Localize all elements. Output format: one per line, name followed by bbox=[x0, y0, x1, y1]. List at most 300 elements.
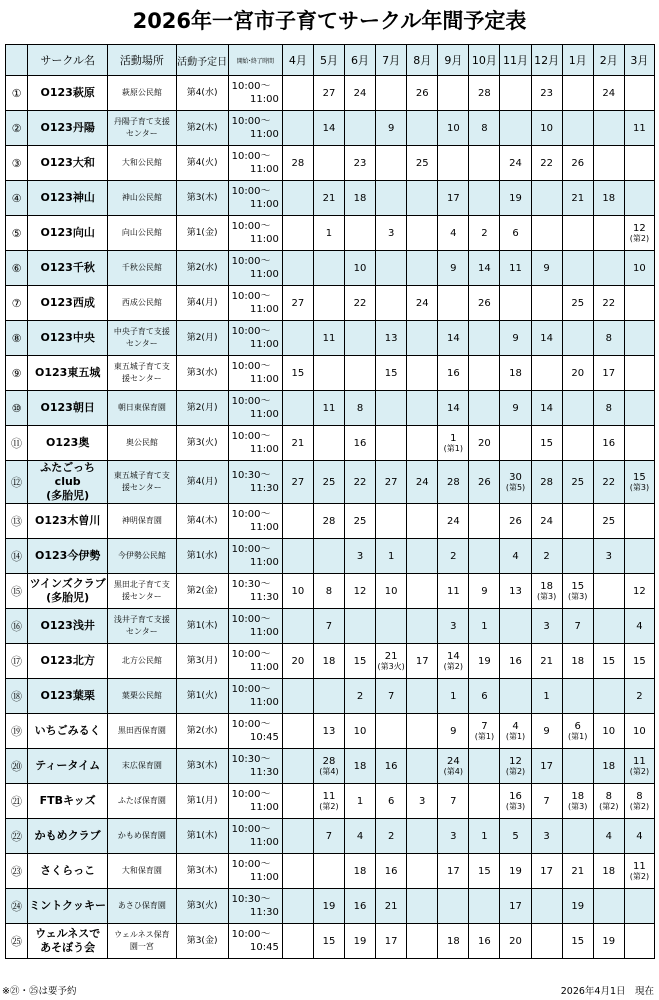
day-cell bbox=[313, 461, 344, 504]
day-value: 16 bbox=[446, 367, 460, 379]
end-time: 11:00 bbox=[249, 94, 279, 105]
day-cell bbox=[469, 854, 500, 889]
row-number-cell bbox=[6, 251, 28, 286]
day-value: 19 bbox=[353, 935, 367, 947]
day-value: 1 bbox=[481, 830, 488, 842]
day-cell bbox=[531, 504, 562, 539]
day-value: 3 bbox=[605, 550, 612, 562]
time-cell bbox=[228, 111, 282, 146]
day-value: 28 bbox=[322, 515, 336, 527]
day-cell bbox=[282, 391, 313, 426]
time-cell bbox=[228, 574, 282, 609]
place-cell bbox=[108, 819, 176, 854]
time-cell bbox=[228, 679, 282, 714]
day-value: 4 bbox=[605, 830, 612, 842]
day-value: 14 bbox=[540, 402, 553, 414]
week-cell: 第4(水) bbox=[176, 76, 228, 111]
day-cell bbox=[500, 644, 531, 679]
day-cell bbox=[282, 749, 313, 784]
day-cell bbox=[376, 321, 407, 356]
day-cell bbox=[438, 286, 469, 321]
circle-name: O123朝日 bbox=[40, 401, 95, 414]
week-cell: 第3(火) bbox=[176, 889, 228, 924]
day-cell bbox=[593, 216, 624, 251]
day-value: 1 bbox=[450, 432, 457, 444]
day-cell bbox=[624, 889, 654, 924]
day-cell bbox=[469, 76, 500, 111]
row-number: ㉒ bbox=[11, 830, 23, 843]
day-value: 15 bbox=[291, 367, 305, 379]
day-note: (第3) bbox=[568, 591, 588, 601]
circle-name: O123今伊勢 bbox=[35, 549, 101, 562]
row-number: ⑪ bbox=[11, 437, 23, 450]
day-cell bbox=[593, 679, 624, 714]
table-row bbox=[6, 76, 655, 111]
day-cell bbox=[562, 644, 593, 679]
day-cell bbox=[562, 181, 593, 216]
circle-name-cell bbox=[28, 539, 108, 574]
day-cell bbox=[313, 504, 344, 539]
time-cell bbox=[228, 924, 282, 959]
table-row bbox=[6, 539, 655, 574]
start-time: 10:00～ bbox=[231, 221, 271, 232]
day-note: (第2) bbox=[599, 801, 619, 811]
day-value: 15 bbox=[353, 655, 367, 667]
week-cell: 第2(月) bbox=[176, 321, 228, 356]
day-value: 14 bbox=[446, 650, 460, 662]
day-value: 9 bbox=[543, 725, 550, 737]
day-value: 15 bbox=[602, 655, 616, 667]
day-cell bbox=[407, 644, 438, 679]
day-note: (第2) bbox=[629, 766, 650, 776]
day-cell bbox=[438, 784, 469, 819]
day-value: 4 bbox=[450, 227, 457, 239]
day-value: 26 bbox=[509, 515, 522, 527]
day-cell bbox=[500, 854, 531, 889]
place-name: ふたば保育園 bbox=[117, 796, 166, 805]
place-cell bbox=[108, 609, 176, 644]
circle-name-cell bbox=[28, 251, 108, 286]
day-cell bbox=[313, 749, 344, 784]
day-cell bbox=[593, 356, 624, 391]
day-note: (第1) bbox=[474, 731, 495, 741]
day-note: (第3) bbox=[505, 801, 526, 811]
day-cell bbox=[407, 216, 438, 251]
circle-name-cell bbox=[28, 181, 108, 216]
day-cell bbox=[407, 146, 438, 181]
day-note: (第3) bbox=[536, 591, 557, 601]
day-cell bbox=[500, 889, 531, 924]
circle-name: O123東五城 bbox=[35, 366, 101, 379]
day-cell bbox=[345, 784, 376, 819]
table-row bbox=[6, 504, 655, 539]
day-cell bbox=[500, 251, 531, 286]
table-row bbox=[6, 426, 655, 461]
day-value: 28 bbox=[291, 157, 305, 169]
table-row bbox=[6, 679, 655, 714]
day-cell bbox=[376, 286, 407, 321]
week-cell: 第3(月) bbox=[176, 644, 228, 679]
day-cell bbox=[562, 216, 593, 251]
day-value: 3 bbox=[419, 795, 426, 807]
start-time: 10:30～ bbox=[231, 579, 271, 590]
day-cell bbox=[531, 111, 562, 146]
header-row bbox=[6, 45, 655, 76]
day-cell bbox=[593, 321, 624, 356]
day-value: 25 bbox=[415, 157, 429, 169]
header-month: 7月 bbox=[376, 45, 407, 76]
circle-name: O123葉栗 bbox=[40, 689, 95, 702]
day-value: 21 bbox=[540, 655, 553, 667]
end-time: 10:45 bbox=[249, 732, 279, 743]
day-cell bbox=[469, 391, 500, 426]
day-value: 7 bbox=[574, 620, 581, 632]
day-cell bbox=[562, 76, 593, 111]
day-cell bbox=[469, 461, 500, 504]
place-cell bbox=[108, 924, 176, 959]
day-cell bbox=[345, 321, 376, 356]
day-value: 13 bbox=[509, 585, 522, 597]
day-cell bbox=[593, 461, 624, 504]
day-cell bbox=[313, 924, 344, 959]
day-value: 18 bbox=[602, 192, 616, 204]
day-cell bbox=[500, 356, 531, 391]
day-cell bbox=[469, 146, 500, 181]
day-cell bbox=[345, 609, 376, 644]
place-cell bbox=[108, 321, 176, 356]
day-cell bbox=[282, 679, 313, 714]
day-value: 28 bbox=[478, 87, 491, 99]
week-cell: 第3(木) bbox=[176, 854, 228, 889]
day-cell bbox=[531, 644, 562, 679]
day-cell bbox=[438, 321, 469, 356]
day-cell bbox=[531, 889, 562, 924]
row-number: ⑨ bbox=[11, 366, 22, 380]
day-value: 2 bbox=[636, 690, 643, 702]
day-cell bbox=[624, 391, 654, 426]
day-cell bbox=[500, 819, 531, 854]
row-number: ⑫ bbox=[11, 476, 23, 489]
day-cell bbox=[313, 679, 344, 714]
day-cell bbox=[531, 539, 562, 574]
day-cell bbox=[624, 609, 654, 644]
day-value: 19 bbox=[571, 900, 585, 912]
day-cell bbox=[593, 426, 624, 461]
day-value: 8 bbox=[481, 122, 488, 134]
day-cell bbox=[313, 574, 344, 609]
start-time: 10:00～ bbox=[231, 719, 271, 730]
time-cell bbox=[228, 539, 282, 574]
header-month: 5月 bbox=[313, 45, 344, 76]
day-cell bbox=[376, 76, 407, 111]
time-cell bbox=[228, 854, 282, 889]
day-value: 20 bbox=[291, 655, 305, 667]
circle-name: さくらっこ bbox=[40, 864, 96, 877]
end-time: 11:30 bbox=[249, 592, 279, 603]
day-value: 9 bbox=[450, 725, 457, 737]
day-cell bbox=[438, 146, 469, 181]
day-value: 19 bbox=[509, 192, 522, 204]
day-cell bbox=[469, 426, 500, 461]
day-value: 23 bbox=[353, 157, 367, 169]
day-value: 14 bbox=[446, 402, 460, 414]
row-number: ① bbox=[11, 86, 22, 100]
end-time: 11:00 bbox=[249, 444, 279, 455]
time-cell bbox=[228, 181, 282, 216]
week-cell: 第1(木) bbox=[176, 609, 228, 644]
start-time: 10:00～ bbox=[231, 116, 271, 127]
day-cell bbox=[376, 356, 407, 391]
day-value: 19 bbox=[322, 900, 336, 912]
start-time: 10:00～ bbox=[231, 326, 271, 337]
table-row bbox=[6, 749, 655, 784]
day-value: 8 bbox=[605, 402, 612, 414]
day-cell bbox=[500, 181, 531, 216]
day-value: 21 bbox=[322, 192, 336, 204]
day-cell bbox=[407, 889, 438, 924]
place-name: 朝日東保育園 bbox=[117, 403, 166, 412]
row-number: ⑥ bbox=[11, 261, 22, 275]
place-cell bbox=[108, 111, 176, 146]
time-cell bbox=[228, 819, 282, 854]
day-value: 27 bbox=[291, 297, 305, 309]
table-row bbox=[6, 321, 655, 356]
day-cell bbox=[469, 356, 500, 391]
circle-name: ミントクッキー bbox=[29, 899, 107, 912]
place-cell bbox=[108, 504, 176, 539]
day-cell bbox=[345, 356, 376, 391]
day-cell bbox=[531, 426, 562, 461]
header-month: 10月 bbox=[469, 45, 500, 76]
place-name: 大和公民館 bbox=[121, 158, 162, 167]
day-value: 4 bbox=[636, 830, 643, 842]
day-cell bbox=[531, 461, 562, 504]
day-cell bbox=[282, 889, 313, 924]
row-number-cell bbox=[6, 146, 28, 181]
day-value: 21 bbox=[571, 865, 585, 877]
place-name: 北方公民館 bbox=[121, 656, 162, 665]
start-time: 10:00～ bbox=[231, 929, 271, 940]
circle-name: FTBキッズ bbox=[39, 794, 96, 807]
circle-name-cell bbox=[28, 146, 108, 181]
header-month: 4月 bbox=[282, 45, 313, 76]
table-row bbox=[6, 854, 655, 889]
day-cell bbox=[282, 76, 313, 111]
day-cell bbox=[282, 714, 313, 749]
day-cell bbox=[469, 749, 500, 784]
day-value: 10 bbox=[384, 585, 398, 597]
week-cell: 第1(火) bbox=[176, 679, 228, 714]
day-cell bbox=[469, 819, 500, 854]
place-cell bbox=[108, 286, 176, 321]
day-value: 5 bbox=[512, 830, 519, 842]
row-number-cell bbox=[6, 181, 28, 216]
footer-note: ※㉑・㉕は要予約 bbox=[2, 986, 77, 997]
day-note: (第3) bbox=[568, 801, 588, 811]
day-cell bbox=[438, 749, 469, 784]
day-cell bbox=[500, 286, 531, 321]
day-cell bbox=[345, 749, 376, 784]
day-cell bbox=[531, 76, 562, 111]
day-cell bbox=[469, 574, 500, 609]
day-cell bbox=[376, 426, 407, 461]
day-value: 2 bbox=[450, 550, 457, 562]
day-cell bbox=[562, 286, 593, 321]
day-cell bbox=[500, 609, 531, 644]
day-value: 11 bbox=[633, 122, 646, 134]
day-cell bbox=[313, 854, 344, 889]
day-cell bbox=[282, 426, 313, 461]
start-time: 10:30～ bbox=[231, 894, 271, 905]
circle-name: O123奥 bbox=[46, 436, 90, 449]
day-value: 24 bbox=[602, 87, 616, 99]
day-value: 12 bbox=[633, 222, 646, 234]
day-value: 19 bbox=[478, 655, 491, 667]
day-cell bbox=[376, 461, 407, 504]
circle-name: O123北方 bbox=[40, 654, 95, 667]
day-cell bbox=[562, 889, 593, 924]
day-value: 2 bbox=[387, 830, 395, 842]
week-cell: 第3(木) bbox=[176, 749, 228, 784]
row-number: ⑮ bbox=[11, 585, 23, 598]
day-cell bbox=[531, 391, 562, 426]
day-value: 9 bbox=[512, 332, 519, 344]
day-cell bbox=[407, 111, 438, 146]
day-value: 15 bbox=[322, 935, 336, 947]
day-value: 7 bbox=[325, 830, 333, 842]
day-value: 3 bbox=[387, 227, 395, 239]
time-cell bbox=[228, 889, 282, 924]
day-cell bbox=[438, 679, 469, 714]
header-no bbox=[6, 45, 28, 76]
day-value: 18 bbox=[353, 760, 367, 772]
time-cell bbox=[228, 286, 282, 321]
end-time: 11:00 bbox=[249, 374, 279, 385]
row-number: ⑤ bbox=[11, 226, 22, 240]
row-number-cell bbox=[6, 216, 28, 251]
day-value: 26 bbox=[478, 476, 491, 488]
end-time: 11:00 bbox=[249, 557, 279, 568]
start-time: 10:00～ bbox=[231, 614, 271, 625]
circle-name-cell bbox=[28, 356, 108, 391]
day-value: 14 bbox=[540, 332, 553, 344]
row-number: ⑭ bbox=[11, 550, 23, 563]
place-cell bbox=[108, 76, 176, 111]
day-cell bbox=[282, 111, 313, 146]
table-row bbox=[6, 356, 655, 391]
day-value: 6 bbox=[481, 690, 488, 702]
day-value: 10 bbox=[540, 122, 553, 134]
day-value: 18 bbox=[602, 760, 616, 772]
day-cell bbox=[624, 784, 654, 819]
day-cell bbox=[313, 216, 344, 251]
circle-name-sub: あそぼう会 bbox=[40, 941, 96, 954]
day-cell bbox=[593, 644, 624, 679]
week-cell: 第2(月) bbox=[176, 391, 228, 426]
day-cell bbox=[624, 356, 654, 391]
day-cell bbox=[593, 76, 624, 111]
day-cell bbox=[593, 749, 624, 784]
circle-name-cell bbox=[28, 216, 108, 251]
start-time: 10:00～ bbox=[231, 396, 271, 407]
day-cell bbox=[624, 574, 654, 609]
place-name: 黒田西保育園 bbox=[117, 726, 166, 735]
start-time: 10:00～ bbox=[231, 509, 271, 520]
place-name: 萩原公民館 bbox=[121, 88, 162, 97]
day-value: 8 bbox=[605, 790, 612, 802]
time-cell bbox=[228, 504, 282, 539]
end-time: 11:30 bbox=[249, 907, 279, 918]
day-cell bbox=[407, 924, 438, 959]
circle-name: いちごみるく bbox=[34, 724, 101, 737]
day-cell bbox=[531, 609, 562, 644]
circle-name: O123萩原 bbox=[40, 86, 95, 99]
day-cell bbox=[345, 146, 376, 181]
table-row bbox=[6, 111, 655, 146]
end-time: 11:00 bbox=[249, 129, 279, 140]
day-cell bbox=[624, 216, 654, 251]
day-value: 19 bbox=[509, 865, 522, 877]
day-cell bbox=[531, 216, 562, 251]
day-value: 18 bbox=[353, 865, 367, 877]
row-number: ③ bbox=[11, 156, 22, 170]
day-cell bbox=[407, 749, 438, 784]
day-value: 20 bbox=[509, 935, 522, 947]
day-cell bbox=[500, 924, 531, 959]
day-value: 4 bbox=[356, 830, 364, 842]
place-cell bbox=[108, 854, 176, 889]
day-value: 1 bbox=[481, 620, 488, 632]
row-number: ⑬ bbox=[11, 515, 23, 528]
time-cell bbox=[228, 216, 282, 251]
day-value: 18 bbox=[446, 935, 460, 947]
day-cell bbox=[345, 679, 376, 714]
day-cell bbox=[282, 181, 313, 216]
day-cell bbox=[500, 784, 531, 819]
header-month: 3月 bbox=[624, 45, 654, 76]
table-row bbox=[6, 644, 655, 679]
row-number-cell bbox=[6, 461, 28, 504]
day-value: 8 bbox=[356, 402, 364, 414]
time-cell bbox=[228, 714, 282, 749]
day-value: 17 bbox=[446, 865, 460, 877]
day-value: 16 bbox=[353, 437, 367, 449]
row-number-cell bbox=[6, 286, 28, 321]
day-value: 18 bbox=[322, 655, 336, 667]
day-value: 11 bbox=[322, 402, 336, 414]
place-name: 神山公民館 bbox=[121, 193, 162, 202]
week-cell: 第4(火) bbox=[176, 146, 228, 181]
day-cell bbox=[313, 181, 344, 216]
week-cell: 第1(金) bbox=[176, 216, 228, 251]
day-cell bbox=[531, 356, 562, 391]
day-value: 24 bbox=[415, 476, 429, 488]
day-value: 16 bbox=[353, 900, 367, 912]
day-value: 21 bbox=[384, 900, 398, 912]
day-cell bbox=[624, 504, 654, 539]
day-cell bbox=[562, 749, 593, 784]
day-cell bbox=[313, 321, 344, 356]
day-cell bbox=[376, 609, 407, 644]
day-cell bbox=[376, 504, 407, 539]
day-cell bbox=[438, 356, 469, 391]
day-cell bbox=[624, 251, 654, 286]
day-cell bbox=[593, 504, 624, 539]
day-cell bbox=[282, 574, 313, 609]
row-number: ㉑ bbox=[11, 795, 23, 808]
day-value: 23 bbox=[540, 87, 553, 99]
circle-name-cell bbox=[28, 889, 108, 924]
